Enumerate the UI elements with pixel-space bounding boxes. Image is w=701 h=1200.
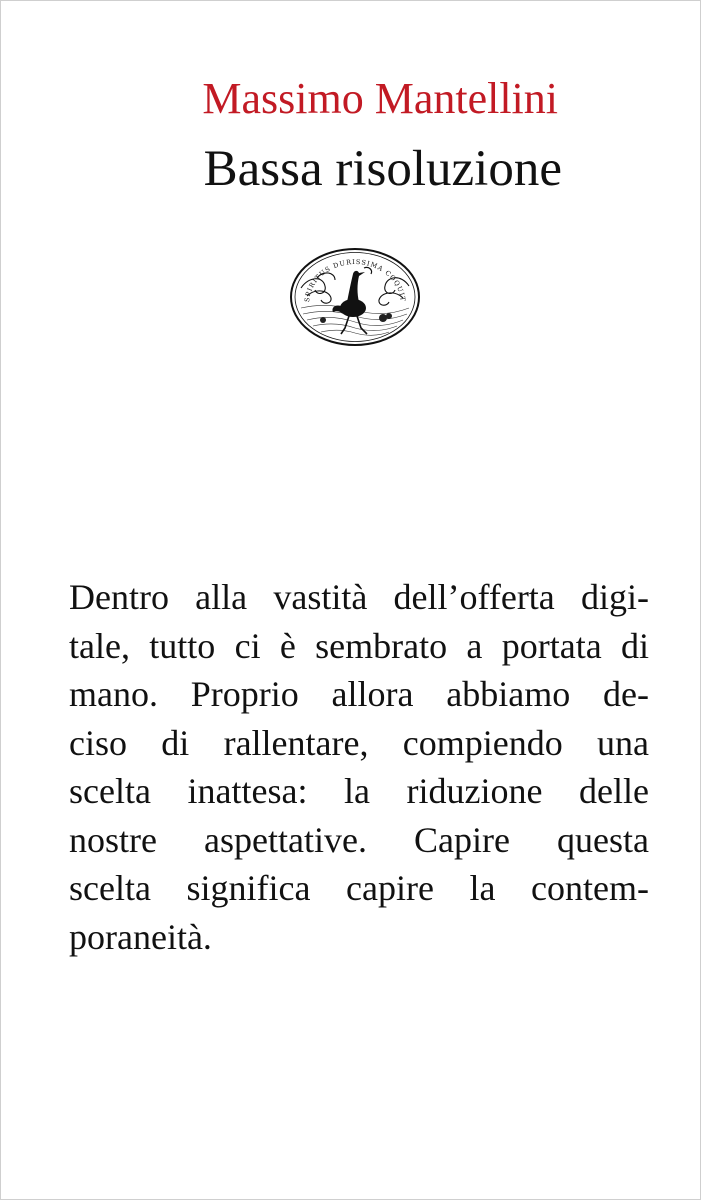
blurb-line: scelta inattesa: la riduzione delle	[69, 771, 649, 811]
ostrich-emblem-icon	[287, 246, 423, 348]
blurb-line: tale, tutto ci è sembrato a portata di	[69, 625, 649, 666]
blurb-line: mano. Proprio allora abbiamo de-	[69, 674, 649, 714]
back-cover-blurb	[69, 573, 649, 961]
book-title: Bassa risoluzione	[203, 141, 562, 197]
blurb-line: ciso di rallentare, compiendo una	[69, 722, 649, 763]
blurb-line: Dentro alla vastità dell’offerta digi-	[69, 577, 649, 617]
blurb-line: nostre aspettative. Capire questa	[69, 819, 649, 860]
svg-text:SPIRITUS DURISSIMA COQUIT: SPIRITUS DURISSIMA COQUIT	[302, 257, 408, 303]
author-name: Massimo Mantellini	[202, 74, 558, 123]
blurb-line: poraneità.	[69, 916, 212, 957]
blurb-line: scelta significa capire la contem-	[69, 868, 649, 908]
